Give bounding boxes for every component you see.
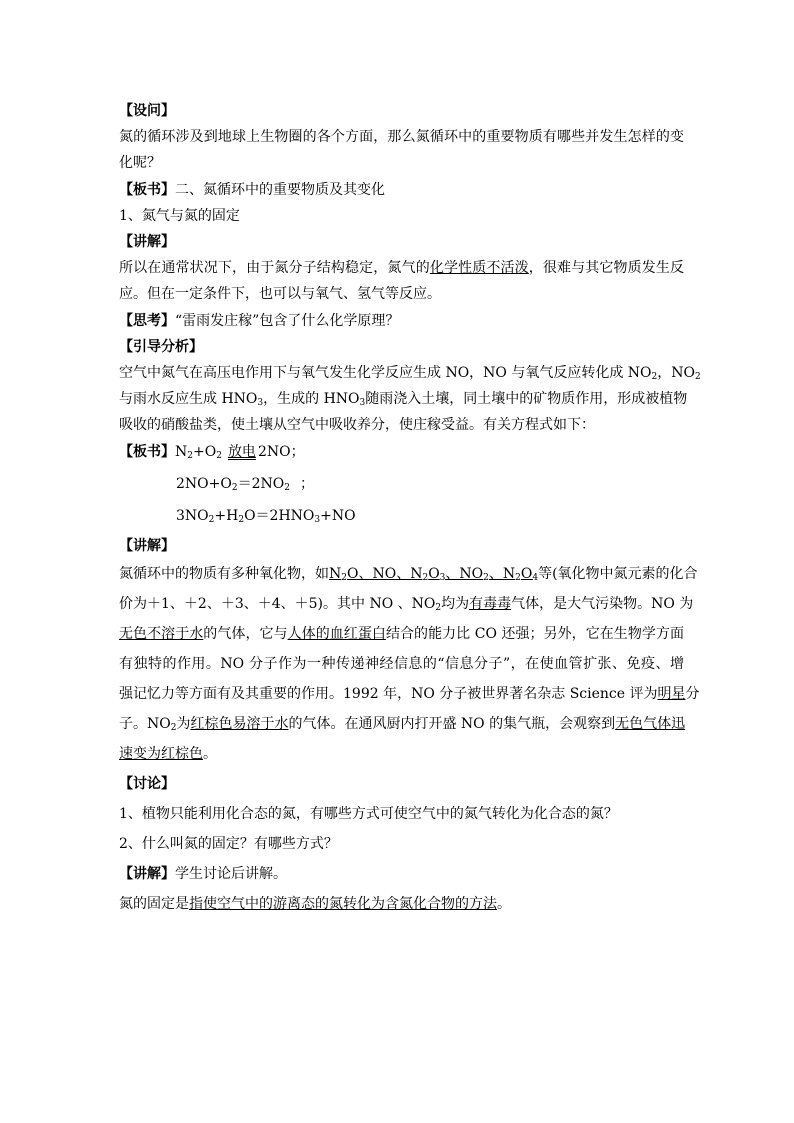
paragraph-line: 与雨水反应生成 $HNO_3$，生成的 $HNO_3$随雨浇入土壤，同土壤中的矿物质作用，形成被植物: [119, 391, 688, 409]
paragraph-line: 应。但在一定条件下，也可以与氧气、氢气等反应。: [119, 286, 441, 303]
paragraph-line: 所以在通常状况下，由于氮分子结构稳定，氮气的化学性质不活泼，很难与其它物质发生反: [119, 260, 685, 277]
paragraph-line: 化呢？: [119, 155, 161, 172]
paragraph-line: 子。$NO_2$为红棕色易溶于水的气体。在通风厨内打开盛 NO 的集气瓶，会观察到无色气体迅: [119, 716, 686, 734]
section-heading-explain: 【讲解】: [119, 234, 175, 251]
paragraph-line: 吸收的硝酸盐类，使土壤从空气中吸收养分，使庄稼受益。有关方程式如下：: [119, 417, 595, 434]
discussion-question-1: 1、植物只能利用化合态的氮，有哪些方式可使空气中的氮气转化为化合态的氮？: [119, 806, 618, 823]
section-heading-analysis: 【引导分析】: [119, 338, 203, 355]
section-heading-explain: 【讲解】: [119, 538, 175, 555]
equation-3: $3NO_2+H_2O=2HNO_3+NO$: [176, 508, 356, 526]
paragraph-line: 空气中氮气在高压电作用下与氧气发生化学反应生成 NO，NO 与氧气反应转化成 $NO_2$，$NO_2$: [119, 365, 701, 383]
paragraph-line: 无色不溶于水的气体，它与人体的血红蛋白结合的能力比 CO 还强；另外，它在生物学方面: [119, 626, 685, 643]
oxide-list: $N_2O$、NO、$N_2O_3$、$NO_2$、$N_2O_4$: [329, 566, 539, 584]
equation-2: $2NO+O_2=2NO_2$ ；: [176, 475, 314, 493]
equation-1: 【板书】$N_2+O_2$ 放电 2NO；: [119, 443, 305, 461]
paragraph-line: 有独特的作用。NO 分子作为一种传递神经信息的“信息分子”，在使血管扩张、免疫、增: [119, 656, 684, 673]
explain-note: 【讲解】学生讨论后讲解。: [119, 866, 287, 883]
paragraph-line: 速变为红棕色。: [119, 746, 217, 763]
reaction-condition: 放电: [227, 443, 256, 460]
paragraph-line: 价为＋1、＋2、＋3、＋4、＋5)。其中 NO 、$NO_2$均为有毒毒气体，是大气污染物。NO 为: [119, 596, 694, 614]
paragraph-line: 强记忆力等方面有及其重要的作用。1992 年，NO 分子被世界著名杂志 Science 评为明星分: [119, 686, 700, 703]
subsection-title: 1、氮气与氮的固定: [119, 207, 240, 224]
board-title: 【板书】二、氮循环中的重要物质及其变化: [119, 181, 385, 198]
discussion-question-2: 2、什么叫氮的固定？有哪些方式？: [119, 836, 338, 853]
section-heading-discussion: 【讨论】: [119, 776, 175, 793]
definition-line: 氮的固定是指使空气中的游离态的氮转化为含氮化合物的方法。: [119, 896, 511, 913]
paragraph-line: 氮循环中的物质有多种氧化物，如$N_2O$、NO、$N_2O_3$、$NO_2$、$N_2O_4$等(氧化物中氮元素的化合: [119, 566, 698, 584]
paragraph-line: 氮的循环涉及到地球上生物圈的各个方面，那么氮循环中的重要物质有哪些并发生怎样的变: [119, 129, 684, 146]
section-heading-question: 【设问】: [119, 103, 175, 119]
think-question: 【思考】“雷雨发庄稼”包含了什么化学原理？: [119, 312, 400, 329]
